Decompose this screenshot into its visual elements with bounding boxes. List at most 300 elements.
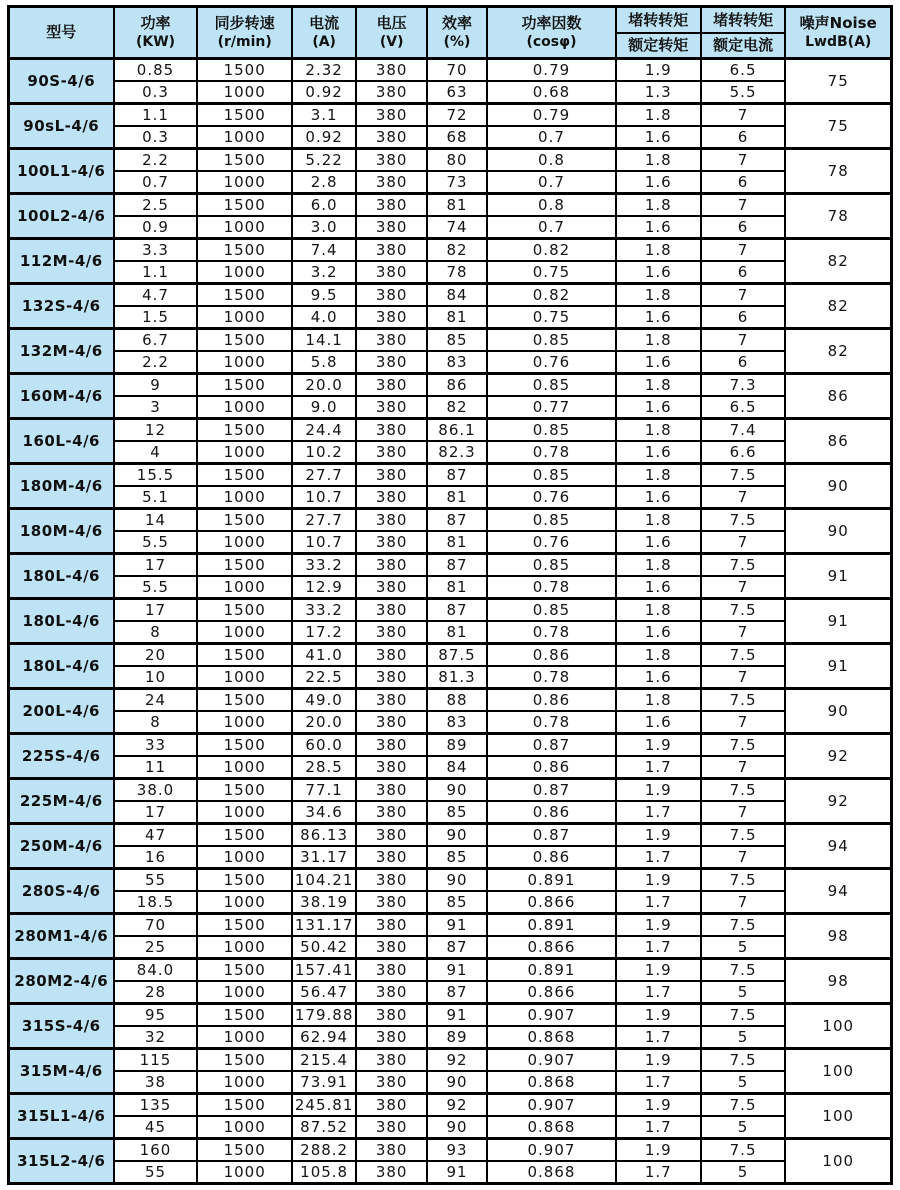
power_factor-value-cell: 0.907 [487, 1004, 616, 1027]
power-value-cell: 6.7 [114, 329, 198, 352]
power-value-cell: 32 [114, 1026, 198, 1049]
speed-value-cell: 1000 [197, 846, 291, 869]
model-group-row-2 [9, 126, 892, 149]
locked_torque_ratio-value-cell: 1.7 [616, 1116, 701, 1139]
power_factor-value-cell: 0.868 [487, 1026, 616, 1049]
voltage-value-cell: 380 [356, 329, 427, 352]
efficiency-value-cell: 86.1 [427, 419, 487, 442]
model-cell: 225M-4/6 [9, 779, 114, 824]
power-factor-header-unit: (cosφ) [526, 34, 577, 51]
voltage-value-cell: 380 [356, 734, 427, 757]
model-cell: 112M-4/6 [9, 239, 114, 284]
power-value-cell: 17 [114, 599, 198, 622]
model-group-row-1 [9, 779, 892, 802]
speed-value-cell: 1500 [197, 1139, 291, 1162]
noise-value-cell: 92 [785, 779, 891, 824]
noise-value-cell: 90 [785, 689, 891, 734]
current-header-unit: (A) [312, 34, 336, 51]
voltage-value-cell: 380 [356, 1116, 427, 1139]
model-group-row-2 [9, 396, 892, 419]
efficiency-value-cell: 80 [427, 149, 487, 172]
locked_current_ratio-value-cell: 7 [701, 666, 786, 689]
locked_torque_ratio-value-cell: 1.8 [616, 284, 701, 307]
model-group-row-2 [9, 81, 892, 104]
speed-value-cell: 1500 [197, 329, 291, 352]
model-group-row-1 [9, 1094, 892, 1117]
efficiency-value-cell: 85 [427, 329, 487, 352]
model-cell: 315L2-4/6 [9, 1139, 114, 1184]
power-header-unit: (KW) [135, 34, 176, 51]
power_factor-value-cell: 0.907 [487, 1049, 616, 1072]
efficiency-value-cell: 72 [427, 104, 487, 127]
model-group-row-1 [9, 1139, 892, 1162]
locked_current_ratio-value-cell: 5.5 [701, 81, 786, 104]
model-group-row-2 [9, 846, 892, 869]
model-group-row-1 [9, 374, 892, 397]
speed-value-cell: 1000 [197, 531, 291, 554]
efficiency-value-cell: 85 [427, 891, 487, 914]
current-value-cell: 0.92 [292, 81, 356, 104]
power_factor-value-cell: 0.78 [487, 441, 616, 464]
current-value-cell: 20.0 [292, 374, 356, 397]
power_factor-value-cell: 0.868 [487, 1116, 616, 1139]
power_factor-value-cell: 0.75 [487, 261, 616, 284]
power_factor-value-cell: 0.76 [487, 351, 616, 374]
power_factor-value-cell: 0.8 [487, 194, 616, 217]
locked_current_ratio-value-cell: 5 [701, 1161, 786, 1184]
power_factor-value-cell: 0.79 [487, 104, 616, 127]
voltage-value-cell: 380 [356, 171, 427, 194]
model-group-row-1 [9, 149, 892, 172]
speed-value-cell: 1000 [197, 936, 291, 959]
model-cell: 160M-4/6 [9, 374, 114, 419]
power-value-cell: 8 [114, 711, 198, 734]
efficiency-value-cell: 70 [427, 59, 487, 82]
locked_current_ratio-value-cell: 7.5 [701, 1004, 786, 1027]
efficiency-value-cell: 81 [427, 621, 487, 644]
model-group-row-1 [9, 239, 892, 262]
efficiency-value-cell: 90 [427, 824, 487, 847]
power-value-cell: 38.0 [114, 779, 198, 802]
locked_torque_ratio-value-cell: 1.6 [616, 306, 701, 329]
voltage-value-cell: 380 [356, 1049, 427, 1072]
speed-value-cell: 1500 [197, 599, 291, 622]
locked_torque_ratio-value-cell: 1.6 [616, 486, 701, 509]
current-value-cell: 9.5 [292, 284, 356, 307]
voltage-value-cell: 380 [356, 261, 427, 284]
locked_current_ratio-value-cell: 7 [701, 846, 786, 869]
model-group-row-2 [9, 486, 892, 509]
current-value-cell: 104.21 [292, 869, 356, 892]
model-cell: 280S-4/6 [9, 869, 114, 914]
current-column-header [292, 7, 356, 59]
locked_torque_ratio-value-cell: 1.7 [616, 981, 701, 1004]
efficiency-value-cell: 88 [427, 689, 487, 712]
power_factor-value-cell: 0.7 [487, 216, 616, 239]
model-cell: 180M-4/6 [9, 464, 114, 509]
power-value-cell: 8 [114, 621, 198, 644]
speed-value-cell: 1500 [197, 149, 291, 172]
power-value-cell: 18.5 [114, 891, 198, 914]
power_factor-value-cell: 0.866 [487, 981, 616, 1004]
locked_torque_ratio-value-cell: 1.7 [616, 846, 701, 869]
speed-value-cell: 1000 [197, 981, 291, 1004]
current-value-cell: 3.2 [292, 261, 356, 284]
locked_current_ratio-value-cell: 7 [701, 531, 786, 554]
locked_current_ratio-value-cell: 5 [701, 936, 786, 959]
locked_current_ratio-value-cell: 7 [701, 621, 786, 644]
power-value-cell: 160 [114, 1139, 198, 1162]
voltage-value-cell: 380 [356, 576, 427, 599]
model-group-row-2 [9, 351, 892, 374]
model-group-row-1 [9, 734, 892, 757]
power-value-cell: 70 [114, 914, 198, 937]
power-value-cell: 14 [114, 509, 198, 532]
power_factor-value-cell: 0.868 [487, 1071, 616, 1094]
power_factor-value-cell: 0.7 [487, 171, 616, 194]
table-header [9, 7, 892, 59]
power_factor-value-cell: 0.75 [487, 306, 616, 329]
voltage-value-cell: 380 [356, 396, 427, 419]
noise-value-cell: 82 [785, 329, 891, 374]
current-value-cell: 215.4 [292, 1049, 356, 1072]
power-value-cell: 3 [114, 396, 198, 419]
power-value-cell: 1.1 [114, 261, 198, 284]
speed-value-cell: 1500 [197, 509, 291, 532]
current-value-cell: 41.0 [292, 644, 356, 667]
locked_current_ratio-value-cell: 7.5 [701, 1049, 786, 1072]
model-group-row-2 [9, 801, 892, 824]
power_factor-value-cell: 0.85 [487, 464, 616, 487]
efficiency-value-cell: 87 [427, 554, 487, 577]
model-cell: 200L-4/6 [9, 689, 114, 734]
voltage-value-cell: 380 [356, 801, 427, 824]
voltage-header-unit: (V) [379, 34, 404, 51]
speed-value-cell: 1000 [197, 351, 291, 374]
locked_current_ratio-value-cell: 7 [701, 149, 786, 172]
speed-value-cell: 1500 [197, 644, 291, 667]
power-value-cell: 5.1 [114, 486, 198, 509]
locked_current_ratio-value-cell: 7 [701, 104, 786, 127]
locked_current_ratio-value-cell: 7 [701, 329, 786, 352]
current-value-cell: 24.4 [292, 419, 356, 442]
current-value-cell: 38.19 [292, 891, 356, 914]
noise-value-cell: 78 [785, 194, 891, 239]
power_factor-value-cell: 0.86 [487, 644, 616, 667]
current-value-cell: 49.0 [292, 689, 356, 712]
power-value-cell: 84.0 [114, 959, 198, 982]
speed-value-cell: 1500 [197, 959, 291, 982]
efficiency-value-cell: 81 [427, 486, 487, 509]
speed-value-cell: 1000 [197, 126, 291, 149]
locked_torque_ratio-value-cell: 1.8 [616, 464, 701, 487]
power-value-cell: 2.5 [114, 194, 198, 217]
model-group-row-1 [9, 59, 892, 82]
efficiency-value-cell: 91 [427, 914, 487, 937]
locked_torque_ratio-value-cell: 1.8 [616, 599, 701, 622]
efficiency-value-cell: 68 [427, 126, 487, 149]
locked_current_ratio-value-cell: 7.5 [701, 1094, 786, 1117]
model-group-row-2 [9, 666, 892, 689]
voltage-value-cell: 380 [356, 621, 427, 644]
locked_torque_ratio-value-cell: 1.7 [616, 891, 701, 914]
locked_torque_ratio-value-cell: 1.6 [616, 396, 701, 419]
efficiency-value-cell: 93 [427, 1139, 487, 1162]
voltage-value-cell: 380 [356, 419, 427, 442]
power_factor-value-cell: 0.85 [487, 554, 616, 577]
power_factor-value-cell: 0.76 [487, 531, 616, 554]
voltage-value-cell: 380 [356, 486, 427, 509]
model-group-row-1 [9, 104, 892, 127]
model-group-row-2 [9, 441, 892, 464]
power_factor-value-cell: 0.82 [487, 284, 616, 307]
voltage-value-cell: 380 [356, 531, 427, 554]
voltage-value-cell: 380 [356, 1139, 427, 1162]
power_factor-value-cell: 0.87 [487, 824, 616, 847]
model-cell: 180L-4/6 [9, 554, 114, 599]
efficiency-value-cell: 89 [427, 734, 487, 757]
locked_torque_ratio-value-cell: 1.9 [616, 959, 701, 982]
power_factor-value-cell: 0.82 [487, 239, 616, 262]
voltage-value-cell: 380 [356, 644, 427, 667]
power-value-cell: 38 [114, 1071, 198, 1094]
current-value-cell: 3.1 [292, 104, 356, 127]
efficiency-value-cell: 73 [427, 171, 487, 194]
speed-value-cell: 1000 [197, 306, 291, 329]
current-value-cell: 62.94 [292, 1026, 356, 1049]
current-value-cell: 245.81 [292, 1094, 356, 1117]
speed-value-cell: 1500 [197, 419, 291, 442]
locked_current_ratio-value-cell: 7.5 [701, 554, 786, 577]
efficiency-value-cell: 81.3 [427, 666, 487, 689]
model-group-row-1 [9, 1004, 892, 1027]
power-value-cell: 9 [114, 374, 198, 397]
current-value-cell: 73.91 [292, 1071, 356, 1094]
current-value-cell: 27.7 [292, 509, 356, 532]
power-value-cell: 1.1 [114, 104, 198, 127]
locked_current_ratio-value-cell: 5 [701, 1026, 786, 1049]
noise-column-header [785, 7, 891, 59]
locked_current_ratio-value-cell: 6.5 [701, 59, 786, 82]
model-cell: 180L-4/6 [9, 644, 114, 689]
power_factor-value-cell: 0.866 [487, 936, 616, 959]
power-value-cell: 47 [114, 824, 198, 847]
current-value-cell: 4.0 [292, 306, 356, 329]
speed-value-cell: 1000 [197, 261, 291, 284]
power_factor-value-cell: 0.907 [487, 1094, 616, 1117]
locked_current_ratio-value-cell: 6 [701, 171, 786, 194]
power-header-name: 功率 [140, 13, 171, 32]
model-group-row-2 [9, 711, 892, 734]
efficiency-value-cell: 82 [427, 239, 487, 262]
power-value-cell: 33 [114, 734, 198, 757]
efficiency-value-cell: 89 [427, 1026, 487, 1049]
power_factor-value-cell: 0.85 [487, 374, 616, 397]
locked_current_ratio-value-cell: 6 [701, 126, 786, 149]
speed-value-cell: 1500 [197, 1004, 291, 1027]
speed-value-cell: 1000 [197, 891, 291, 914]
current-value-cell: 5.22 [292, 149, 356, 172]
voltage-value-cell: 380 [356, 149, 427, 172]
efficiency-value-cell: 90 [427, 1071, 487, 1094]
power_factor-value-cell: 0.77 [487, 396, 616, 419]
speed-value-cell: 1000 [197, 396, 291, 419]
power_factor-value-cell: 0.866 [487, 891, 616, 914]
speed-value-cell: 1500 [197, 59, 291, 82]
speed-value-cell: 1500 [197, 1094, 291, 1117]
power-value-cell: 0.7 [114, 171, 198, 194]
noise-value-cell: 75 [785, 59, 891, 104]
efficiency-value-cell: 92 [427, 1049, 487, 1072]
speed-value-cell: 1000 [197, 486, 291, 509]
locked_torque_ratio-value-cell: 1.9 [616, 1094, 701, 1117]
locked_current_ratio-value-cell: 6 [701, 306, 786, 329]
speed-value-cell: 1500 [197, 284, 291, 307]
speed-value-cell: 1000 [197, 81, 291, 104]
current-value-cell: 33.2 [292, 599, 356, 622]
locked-current-ratio-numerator-header: 堵转转矩 [701, 7, 786, 33]
efficiency-value-cell: 87 [427, 936, 487, 959]
model-group-row-1 [9, 1049, 892, 1072]
current-value-cell: 7.4 [292, 239, 356, 262]
power_factor-value-cell: 0.78 [487, 576, 616, 599]
noise-value-cell: 78 [785, 149, 891, 194]
current-value-cell: 10.7 [292, 486, 356, 509]
voltage-value-cell: 380 [356, 509, 427, 532]
locked_current_ratio-value-cell: 5 [701, 1071, 786, 1094]
noise-value-cell: 100 [785, 1139, 891, 1184]
model-cell: 315M-4/6 [9, 1049, 114, 1094]
voltage-value-cell: 380 [356, 194, 427, 217]
voltage-value-cell: 380 [356, 1071, 427, 1094]
model-cell: 280M2-4/6 [9, 959, 114, 1004]
efficiency-value-cell: 86 [427, 374, 487, 397]
efficiency-value-cell: 81 [427, 194, 487, 217]
current-value-cell: 5.8 [292, 351, 356, 374]
noise-value-cell: 91 [785, 554, 891, 599]
model-cell: 315S-4/6 [9, 1004, 114, 1049]
current-value-cell: 14.1 [292, 329, 356, 352]
speed-value-cell: 1500 [197, 374, 291, 397]
locked_current_ratio-value-cell: 7 [701, 576, 786, 599]
locked_torque_ratio-value-cell: 1.6 [616, 621, 701, 644]
noise-value-cell: 90 [785, 464, 891, 509]
locked_torque_ratio-value-cell: 1.8 [616, 689, 701, 712]
noise-value-cell: 100 [785, 1094, 891, 1139]
power-column-header [114, 7, 198, 59]
speed-value-cell: 1500 [197, 689, 291, 712]
voltage-value-cell: 380 [356, 1161, 427, 1184]
efficiency-value-cell: 85 [427, 846, 487, 869]
power_factor-value-cell: 0.86 [487, 846, 616, 869]
power-value-cell: 12 [114, 419, 198, 442]
locked_torque_ratio-value-cell: 1.8 [616, 239, 701, 262]
power_factor-value-cell: 0.85 [487, 329, 616, 352]
voltage-value-cell: 380 [356, 936, 427, 959]
voltage-value-cell: 380 [356, 306, 427, 329]
locked_current_ratio-value-cell: 6.5 [701, 396, 786, 419]
voltage-value-cell: 380 [356, 374, 427, 397]
power_factor-value-cell: 0.85 [487, 599, 616, 622]
locked-torque-ratio-numerator-header: 堵转转矩 [616, 7, 701, 33]
speed-value-cell: 1500 [197, 554, 291, 577]
voltage-value-cell: 380 [356, 981, 427, 1004]
model-group-row-1 [9, 599, 892, 622]
locked_torque_ratio-value-cell: 1.6 [616, 441, 701, 464]
locked_torque_ratio-value-cell: 1.8 [616, 194, 701, 217]
voltage-value-cell: 380 [356, 81, 427, 104]
locked_torque_ratio-value-cell: 1.7 [616, 801, 701, 824]
current-value-cell: 28.5 [292, 756, 356, 779]
efficiency-value-cell: 91 [427, 1161, 487, 1184]
locked_torque_ratio-value-cell: 1.8 [616, 554, 701, 577]
noise-value-cell: 94 [785, 824, 891, 869]
voltage-value-cell: 380 [356, 824, 427, 847]
model-cell: 132S-4/6 [9, 284, 114, 329]
power-value-cell: 28 [114, 981, 198, 1004]
voltage-value-cell: 380 [356, 104, 427, 127]
locked_torque_ratio-value-cell: 1.8 [616, 419, 701, 442]
efficiency-value-cell: 92 [427, 1094, 487, 1117]
voltage-value-cell: 380 [356, 846, 427, 869]
voltage-value-cell: 380 [356, 869, 427, 892]
speed-value-cell: 1500 [197, 239, 291, 262]
power_factor-value-cell: 0.87 [487, 779, 616, 802]
efficiency-value-cell: 90 [427, 869, 487, 892]
voltage-value-cell: 380 [356, 1026, 427, 1049]
model-group-row-1 [9, 869, 892, 892]
efficiency-value-cell: 91 [427, 959, 487, 982]
current-value-cell: 27.7 [292, 464, 356, 487]
efficiency-value-cell: 90 [427, 779, 487, 802]
power-value-cell: 45 [114, 1116, 198, 1139]
locked_current_ratio-value-cell: 7 [701, 756, 786, 779]
current-value-cell: 87.52 [292, 1116, 356, 1139]
power_factor-value-cell: 0.79 [487, 59, 616, 82]
voltage-column-header [356, 7, 427, 59]
model-cell: 180L-4/6 [9, 599, 114, 644]
speed-header-unit: (r/min) [217, 34, 272, 51]
locked_torque_ratio-value-cell: 1.9 [616, 59, 701, 82]
locked_torque_ratio-value-cell: 1.6 [616, 666, 701, 689]
efficiency-value-cell: 87 [427, 599, 487, 622]
noise-value-cell: 86 [785, 419, 891, 464]
locked_current_ratio-value-cell: 7 [701, 486, 786, 509]
power_factor-value-cell: 0.907 [487, 1139, 616, 1162]
locked_current_ratio-value-cell: 7 [701, 194, 786, 217]
locked_current_ratio-value-cell: 6 [701, 351, 786, 374]
efficiency-value-cell: 84 [427, 284, 487, 307]
efficiency-value-cell: 85 [427, 801, 487, 824]
current-value-cell: 31.17 [292, 846, 356, 869]
current-value-cell: 33.2 [292, 554, 356, 577]
power_factor-value-cell: 0.891 [487, 914, 616, 937]
voltage-value-cell: 380 [356, 599, 427, 622]
model-group-row-2 [9, 171, 892, 194]
table-body [9, 59, 892, 1184]
model-group-row-1 [9, 824, 892, 847]
locked_torque_ratio-value-cell: 1.9 [616, 734, 701, 757]
voltage-value-cell: 380 [356, 666, 427, 689]
power_factor-value-cell: 0.8 [487, 149, 616, 172]
noise-value-cell: 91 [785, 599, 891, 644]
model-cell: 280M1-4/6 [9, 914, 114, 959]
power-value-cell: 55 [114, 869, 198, 892]
motor-spec-table [7, 5, 893, 1185]
current-value-cell: 17.2 [292, 621, 356, 644]
current-value-cell: 2.32 [292, 59, 356, 82]
power-value-cell: 3.3 [114, 239, 198, 262]
